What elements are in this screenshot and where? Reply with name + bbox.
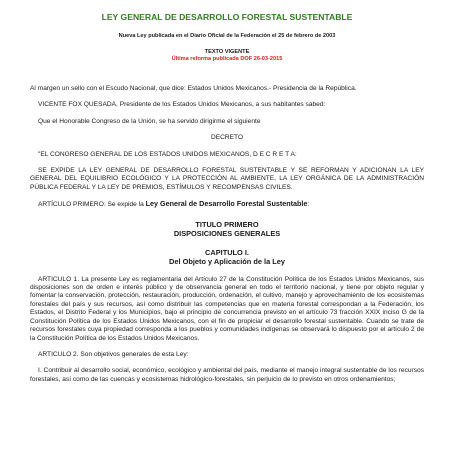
articulo-2-fraccion-i: I. Contribuir al desarrollo social, económico, ecológico y ambiental del país, mediante el manejo integral sustentable de los recursos forestales, así como de las cuencas y ecosistemas hidrológico-forestales, sin perjuicio de lo previsto en otros ordenamientos; [30, 367, 424, 383]
titulo-heading: TITULO PRIMERO [195, 219, 259, 229]
articulo-primero-paragraph [30, 200, 424, 209]
articulo-primero-lead: ARTÍCULO PRIMERO. Se expide la [38, 201, 146, 209]
congress-paragraph: Que el Honorable Congreso de la Unión, se ha servido dirigirme el siguiente [38, 117, 261, 125]
seal-paragraph: Al margen un sello con el Escudo Nacional, que dice: Estados Unidos Mexicanos.- Presidencia de la República. [30, 85, 357, 92]
law-name-bold: Ley General de Desarrollo Forestal Sustentable [145, 199, 308, 209]
president-paragraph: VICENTE FOX QUESADA, Presidente de los Estados Unidos Mexicanos, a sus habitantes sabed: [38, 101, 326, 109]
spacer [30, 238, 424, 248]
decreto-heading: DECRETO [210, 134, 244, 142]
articulo-1: ARTICULO 1. La presente Ley es reglamentaria del Artículo 27 de la Constitución Política de los Estados Unidos Mexicanos, sus disposiciones son de orden e interés público y de observancia general en todo el territorio nacional, y tiene por objeto regular y fomentar la conservación, protección, restauración, producción, ordenación, el cultivo, manejo y aprovechamiento de los ecosistemas forestales del país y sus recursos, así como distribuir las competencias que en materia forestal correspondan a la Federación, los Estados, el Distrito Federal y los Municipios, bajo el principio de concurrencia previsto en el artículo 73 fracción XXIX inciso G de la Constitución Política de los Estados Unidos Mexicanos, con el fin de propiciar el desarrollo forestal sustentable. Cuando se trate de recursos forestales cuya propiedad corresponda a los pueblos y comunidades indígenas se observará lo dispuesto por el artículo 2 de la Constitución Política de los Estados Unidos Mexicanos. [30, 275, 424, 342]
capitulo-heading: CAPITULO I. [205, 247, 249, 257]
publication-note: Nueva Ley publicada en el Diario Oficial de la Federación el 25 de febrero de 2003 [118, 33, 336, 39]
texto-vigente-label: TEXTO VIGENTE [204, 49, 250, 55]
expide-paragraph: SE EXPIDE LA LEY GENERAL DE DESARROLLO FORESTAL SUSTENTABLE Y SE REFORMAN Y ADICIONAN LA LEY GENERAL DEL EQUILIBRIO ECOLÓGICO Y LA PROTECCIÓN AL AMBIENTE, LA LEY ORGÁNICA DE LA ADMINISTRACIÓN PÚBLICA FEDERAL Y LA LEY DE PREMIOS, ESTÍMULOS Y RECOMPENSAS CIVILES. [30, 167, 424, 191]
decreta-paragraph: "EL CONGRESO GENERAL DE LOS ESTADOS UNIDOS MEXICANOS, D E C R E T A: [38, 150, 297, 158]
last-reform-note: Última reforma publicada DOF 26-03-2015 [171, 56, 283, 62]
articulo-primero-tail: : [307, 201, 310, 209]
capitulo-subheading: Del Objeto y Aplicación de la Ley [169, 256, 285, 266]
articulo-2: ARTICULO 2. Son objetivos generales de esta Ley: [38, 350, 189, 358]
law-title: LEY GENERAL DE DESARROLLO FORESTAL SUSTENTABLE [101, 12, 353, 22]
titulo-subheading: DISPOSICIONES GENERALES [173, 228, 281, 238]
